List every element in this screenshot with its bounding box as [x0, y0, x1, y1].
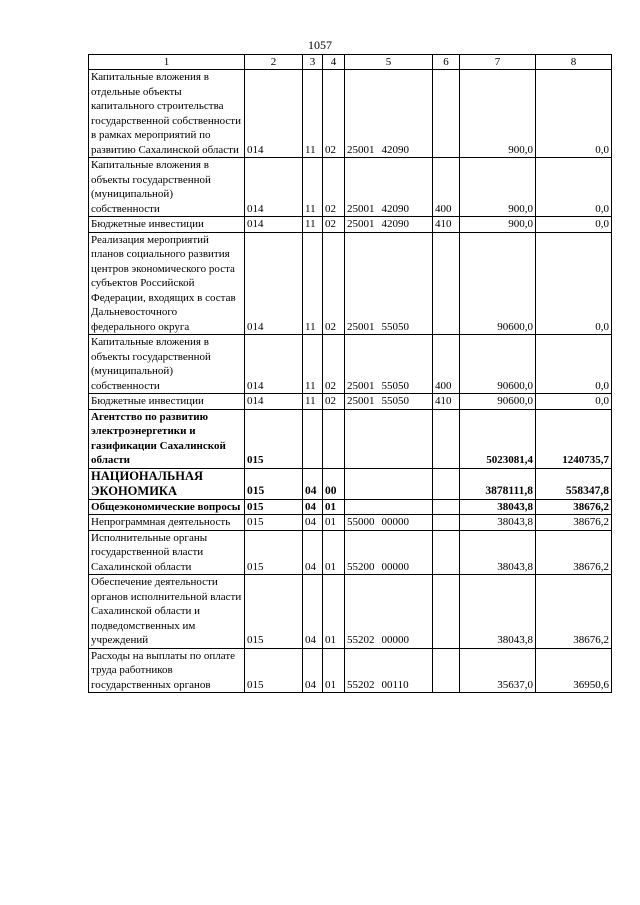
target-code [345, 70, 433, 158]
amount-col8: 558347,8 [536, 468, 612, 499]
ved-code: 014 [245, 335, 303, 394]
target-code-part2: 55050 [381, 320, 409, 333]
header-cell: 4 [323, 55, 345, 70]
ved-code: 014 [245, 394, 303, 410]
subsection-code: 02 [323, 394, 345, 410]
ved-code: 015 [245, 468, 303, 499]
table-row [89, 158, 612, 217]
section-code: 11 [303, 217, 323, 233]
table-row [89, 335, 612, 394]
expense-type-code [433, 575, 460, 649]
table-row [89, 70, 612, 158]
amount-col8: 0,0 [536, 335, 612, 394]
target-code [345, 217, 433, 233]
item-name: Исполнительные органы государственной власти Сахалинской области [89, 530, 245, 575]
amount-col8: 0,0 [536, 232, 612, 335]
section-code [303, 409, 323, 468]
amount-col8: 38676,2 [536, 515, 612, 531]
table-row [89, 468, 612, 499]
target-code [345, 232, 433, 335]
target-code-part1: 55202 [347, 678, 375, 691]
ved-code: 015 [245, 575, 303, 649]
amount-col7: 90600,0 [460, 335, 536, 394]
section-code: 04 [303, 499, 323, 515]
ved-code: 014 [245, 158, 303, 217]
expense-type-code: 400 [433, 158, 460, 217]
amount-col8: 0,0 [536, 217, 612, 233]
ved-code: 014 [245, 232, 303, 335]
amount-col8: 1240735,7 [536, 409, 612, 468]
item-name: Общеэкономические вопросы [89, 499, 245, 515]
expense-type-code [433, 648, 460, 693]
table-row [89, 217, 612, 233]
table-row [89, 575, 612, 649]
section-code: 11 [303, 232, 323, 335]
expense-type-code [433, 499, 460, 515]
item-name: Капитальные вложения в отдельные объекты капитального строительства государственной собственности в рамках мероприятий по развитию Сахалинской области [89, 70, 245, 158]
subsection-code: 02 [323, 70, 345, 158]
table-row [89, 232, 612, 335]
budget-table [88, 54, 612, 693]
item-name: Бюджетные инвестиции [89, 394, 245, 410]
target-code-part2: 00000 [381, 634, 409, 646]
table-row [89, 394, 612, 410]
target-code-part2: 42090 [381, 218, 409, 230]
ved-code: 015 [245, 499, 303, 515]
amount-col7: 900,0 [460, 70, 536, 158]
target-code-part2: 55050 [381, 395, 409, 407]
section-code: 04 [303, 575, 323, 649]
table-body [89, 70, 612, 693]
target-code [345, 158, 433, 217]
item-name: НАЦИОНАЛЬНАЯ ЭКОНОМИКА [89, 468, 245, 499]
target-code-part1: 55202 [347, 634, 375, 646]
amount-col8: 38676,2 [536, 530, 612, 575]
target-code [345, 575, 433, 649]
target-code-part1: 25001 [347, 202, 375, 215]
section-code: 04 [303, 468, 323, 499]
target-code-part1: 25001 [347, 143, 375, 156]
target-code [345, 499, 433, 515]
target-code-part1: 25001 [347, 218, 375, 230]
amount-col8: 36950,6 [536, 648, 612, 693]
amount-col7: 5023081,4 [460, 409, 536, 468]
target-code [345, 394, 433, 410]
target-code [345, 409, 433, 468]
amount-col8: 0,0 [536, 394, 612, 410]
item-name: Капитальные вложения в объекты государственной (муниципальной) собственности [89, 335, 245, 394]
subsection-code: 01 [323, 575, 345, 649]
header-cell: 2 [245, 55, 303, 70]
amount-col8: 0,0 [536, 70, 612, 158]
amount-col8: 38676,2 [536, 575, 612, 649]
amount-col8: 0,0 [536, 158, 612, 217]
subsection-code: 02 [323, 232, 345, 335]
table-row [89, 515, 612, 531]
ved-code: 015 [245, 409, 303, 468]
expense-type-code [433, 515, 460, 531]
expense-type-code [433, 232, 460, 335]
amount-col7: 3878111,8 [460, 468, 536, 499]
ved-code: 015 [245, 648, 303, 693]
target-code-part2: 55050 [381, 379, 409, 392]
subsection-code: 02 [323, 158, 345, 217]
ved-code: 015 [245, 530, 303, 575]
amount-col7: 35637,0 [460, 648, 536, 693]
expense-type-code: 400 [433, 335, 460, 394]
header-cell: 3 [303, 55, 323, 70]
subsection-code: 02 [323, 217, 345, 233]
subsection-code: 01 [323, 499, 345, 515]
target-code-part1: 25001 [347, 320, 375, 333]
target-code-part1: 55000 [347, 516, 375, 528]
amount-col7: 38043,8 [460, 575, 536, 649]
ved-code: 015 [245, 515, 303, 531]
subsection-code [323, 409, 345, 468]
subsection-code: 01 [323, 530, 345, 575]
item-name: Агентство по развитию электроэнергетики и газификации Сахалинской области [89, 409, 245, 468]
section-code: 04 [303, 530, 323, 575]
ved-code: 014 [245, 70, 303, 158]
amount-col7: 38043,8 [460, 530, 536, 575]
subsection-code: 02 [323, 335, 345, 394]
item-name: Расходы на выплаты по оплате труда работников государственных органов [89, 648, 245, 693]
header-cell: 6 [433, 55, 460, 70]
amount-col7: 90600,0 [460, 232, 536, 335]
section-code: 11 [303, 394, 323, 410]
table-row [89, 409, 612, 468]
header-cell: 8 [536, 55, 612, 70]
target-code-part2: 42090 [381, 143, 409, 156]
section-code: 04 [303, 648, 323, 693]
target-code-part1: 55200 [347, 560, 375, 573]
target-code [345, 648, 433, 693]
amount-col8: 38676,2 [536, 499, 612, 515]
target-code [345, 530, 433, 575]
subsection-code: 01 [323, 648, 345, 693]
section-code: 11 [303, 335, 323, 394]
section-code: 11 [303, 158, 323, 217]
expense-type-code [433, 468, 460, 499]
target-code-part2: 00000 [381, 560, 409, 573]
expense-type-code [433, 70, 460, 158]
subsection-code: 00 [323, 468, 345, 499]
target-code [345, 468, 433, 499]
table-row [89, 499, 612, 515]
amount-col7: 900,0 [460, 158, 536, 217]
target-code-part2: 00000 [381, 516, 409, 528]
target-code-part2: 00110 [381, 678, 409, 691]
item-name: Бюджетные инвестиции [89, 217, 245, 233]
subsection-code: 01 [323, 515, 345, 531]
table-row [89, 648, 612, 693]
amount-col7: 38043,8 [460, 515, 536, 531]
table-row [89, 530, 612, 575]
item-name: Обеспечение деятельности органов исполнительной власти Сахалинской области и подведомственных им учреждений [89, 575, 245, 649]
expense-type-code: 410 [433, 394, 460, 410]
target-code-part1: 25001 [347, 395, 375, 407]
section-code: 04 [303, 515, 323, 531]
section-code: 11 [303, 70, 323, 158]
header-cell: 1 [89, 55, 245, 70]
item-name: Капитальные вложения в объекты государственной (муниципальной) собственности [89, 158, 245, 217]
target-code [345, 515, 433, 531]
header-row [89, 55, 612, 70]
header-cell: 7 [460, 55, 536, 70]
header-cell: 5 [345, 55, 433, 70]
amount-col7: 90600,0 [460, 394, 536, 410]
expense-type-code [433, 409, 460, 468]
item-name: Реализация мероприятий планов социального развития центров экономического роста субъектов Российской Федерации, входящих в состав Дальневосточного федерального округа [89, 232, 245, 335]
target-code-part1: 25001 [347, 379, 375, 392]
page-number: 1057 [308, 38, 332, 52]
amount-col7: 38043,8 [460, 499, 536, 515]
target-code [345, 335, 433, 394]
amount-col7: 900,0 [460, 217, 536, 233]
item-name: Непрограммная деятельность [89, 515, 245, 531]
ved-code: 014 [245, 217, 303, 233]
expense-type-code: 410 [433, 217, 460, 233]
expense-type-code [433, 530, 460, 575]
target-code-part2: 42090 [381, 202, 409, 215]
